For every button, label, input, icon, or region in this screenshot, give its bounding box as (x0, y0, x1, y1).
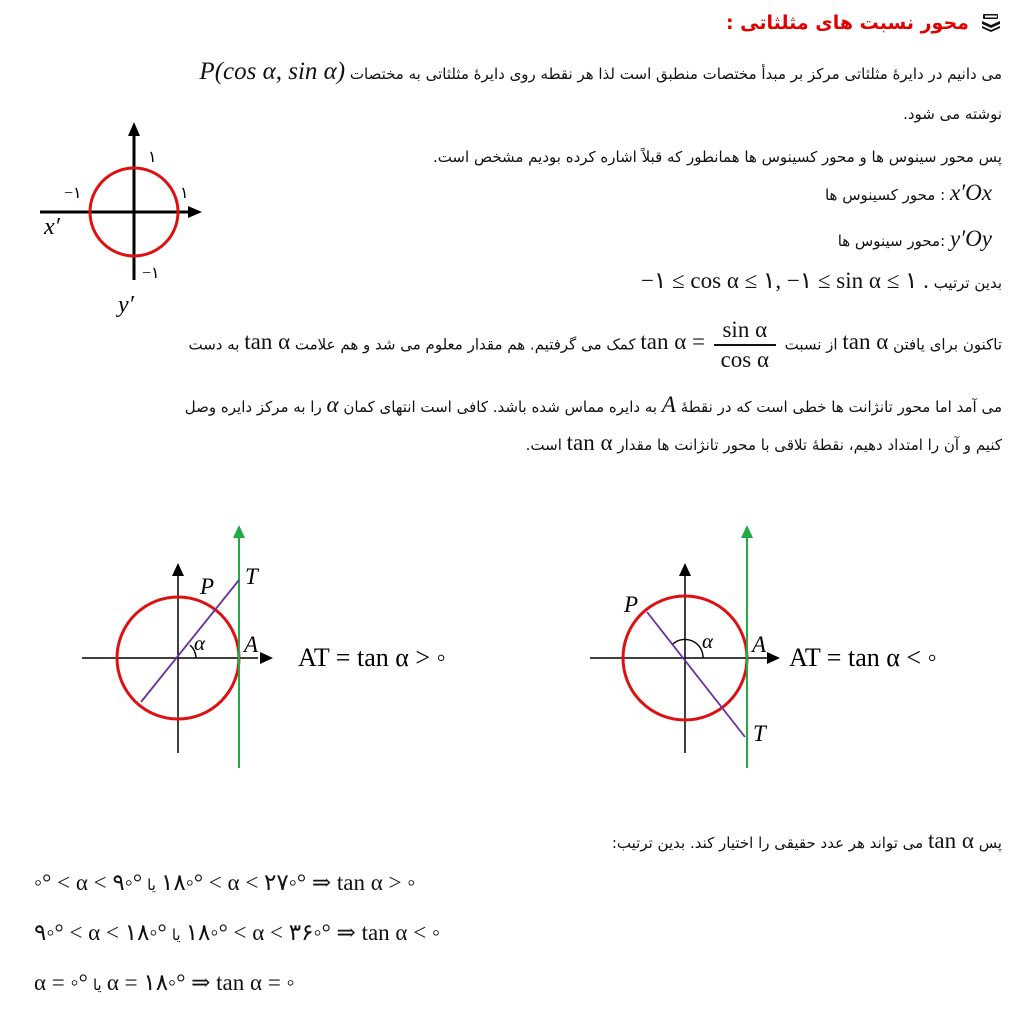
x-axis-arrow (767, 652, 780, 664)
intro-text: می دانیم در دایرهٔ مثلثاتی مرکز بر مبدأ مختصات منطبق است لذا هر نقطه روی دایرهٔ مثلثاتی به مختصات (349, 65, 1002, 83)
rule-3 (34, 970, 295, 996)
rule-right: α = ۱۸◦° ⇒ tan α = ◦ (106, 970, 295, 995)
conclusion-a: پس (978, 834, 1002, 852)
tan-positive-figure (70, 520, 490, 780)
p1-tan-math: tan α (842, 329, 889, 355)
tan-para-line-2 (185, 392, 1002, 418)
label-left: −۱ (64, 185, 82, 202)
section-title: محور نسبت های مثلثاتی : (725, 12, 969, 34)
p1-a: تاکنون برای یافتن (893, 335, 1002, 354)
rule-left: ۹◦° < α < ۱۸◦° (34, 920, 167, 945)
rule-or: یا (171, 926, 181, 944)
y-axis-arrow (172, 563, 184, 576)
label-x-prime: x′ (44, 214, 60, 240)
rule-right: ۱۸◦° < α < ۳۶◦° ⇒ tan α < ◦ (185, 920, 441, 945)
intro-line-1 (12, 58, 1002, 86)
y-axis-arrow (128, 122, 140, 136)
rule-or: یا (147, 876, 156, 894)
rule-right: ۱۸◦° < α < ۲۷◦° ⇒ tan α > ◦ (161, 870, 416, 895)
sin-axis-math: y′Oy (949, 226, 992, 251)
fraction-numerator: sin α (722, 317, 768, 342)
rule-left: α = ◦° (34, 970, 88, 995)
tangent-axis-arrow (233, 525, 245, 538)
p2-b: به دایره مماس شده باشد. کافی است انتهای کمان (343, 398, 658, 416)
label-bottom: −۱ (142, 265, 160, 282)
range-line (641, 268, 1002, 294)
p1-b: از نسبت (784, 335, 838, 354)
figure-caption: AT = tan α > ◦ (298, 643, 446, 672)
rule-left: ◦° < α < ۹◦° (34, 870, 143, 895)
p3-b: است. (525, 436, 562, 454)
cos-axis-def (825, 180, 992, 206)
angle-arc (673, 639, 703, 658)
label-right: ۱ (180, 185, 189, 202)
books-icon (980, 13, 1002, 37)
point-p-math: P(cos α, sin α) (199, 58, 346, 85)
sin-axis-def (838, 226, 992, 252)
tan-para-line-1 (188, 316, 1002, 374)
alpha-label: α (702, 629, 714, 653)
rule-or: یا (92, 976, 102, 994)
fraction (714, 316, 776, 374)
point-p-label: P (200, 574, 215, 599)
point-a-label: A (752, 632, 767, 657)
intro-line-3: پس محور سینوس ها و محور کسینوس ها همانطور که قبلاً اشاره کرده بودیم مشخص است. (432, 148, 1002, 166)
conclusion-line (612, 828, 1002, 854)
x-axis-arrow (260, 652, 273, 664)
tan-ratio-formula (640, 316, 779, 374)
tangent-axis-arrow (741, 525, 753, 538)
p2-a: می آمد اما محور تانژانت ها خطی است که در نقطهٔ (680, 398, 1002, 416)
sin-axis-label: :محور سینوس ها (837, 232, 946, 250)
x-axis-arrow (188, 206, 202, 218)
cos-axis-label: : محور کسینوس ها (824, 186, 946, 204)
p2-alpha: α (326, 392, 339, 417)
label-top: ۱ (148, 149, 157, 166)
cos-axis-math: x′Ox (949, 180, 992, 205)
label-y-prime: y′ (118, 292, 134, 318)
tan-para-line-3 (526, 430, 1002, 456)
p3-tan-math: tan α (566, 430, 613, 455)
figure-caption: AT = tan α < ◦ (789, 643, 937, 672)
range-prefix: بدین ترتیب (933, 274, 1002, 292)
rule-2 (34, 920, 440, 946)
y-axis-arrow (679, 563, 691, 576)
point-t-label: T (753, 721, 766, 746)
rule-1 (34, 870, 415, 896)
p3-a: کنیم و آن را امتداد دهیم، نقطهٔ تلاقی با محور تانژانت ها مقدار (617, 436, 1002, 454)
point-p-label: P (624, 592, 639, 617)
alpha-label: α (194, 631, 206, 655)
conclusion-tan-math: tan α (928, 828, 974, 853)
point-a-label: A (244, 632, 259, 657)
p2-point-a: A (661, 392, 676, 417)
section-header (726, 12, 1002, 37)
p2-c: را به مرکز دایره وصل (184, 398, 322, 416)
fraction-denominator: cos α (720, 346, 770, 372)
point-t-label: T (245, 564, 258, 589)
p1-d: به دست (188, 335, 240, 354)
p1-tan-math-2: tan α (244, 329, 291, 355)
p1-c: کمک می گرفتیم. هم مقدار معلوم می شد و هم علامت (294, 335, 636, 354)
formula-lhs: tan α = (640, 329, 706, 355)
tan-negative-figure (580, 520, 1000, 780)
intro-line-2: نوشته می شود. (903, 105, 1002, 123)
range-math: −۱ ≤ cos α ≤ ۱, −۱ ≤ sin α ≤ ۱ . (640, 268, 929, 293)
unit-circle-figure (30, 112, 230, 322)
conclusion-b: می تواند هر عدد حقیقی را اختیار کند. بدین ترتیب: (611, 834, 924, 852)
